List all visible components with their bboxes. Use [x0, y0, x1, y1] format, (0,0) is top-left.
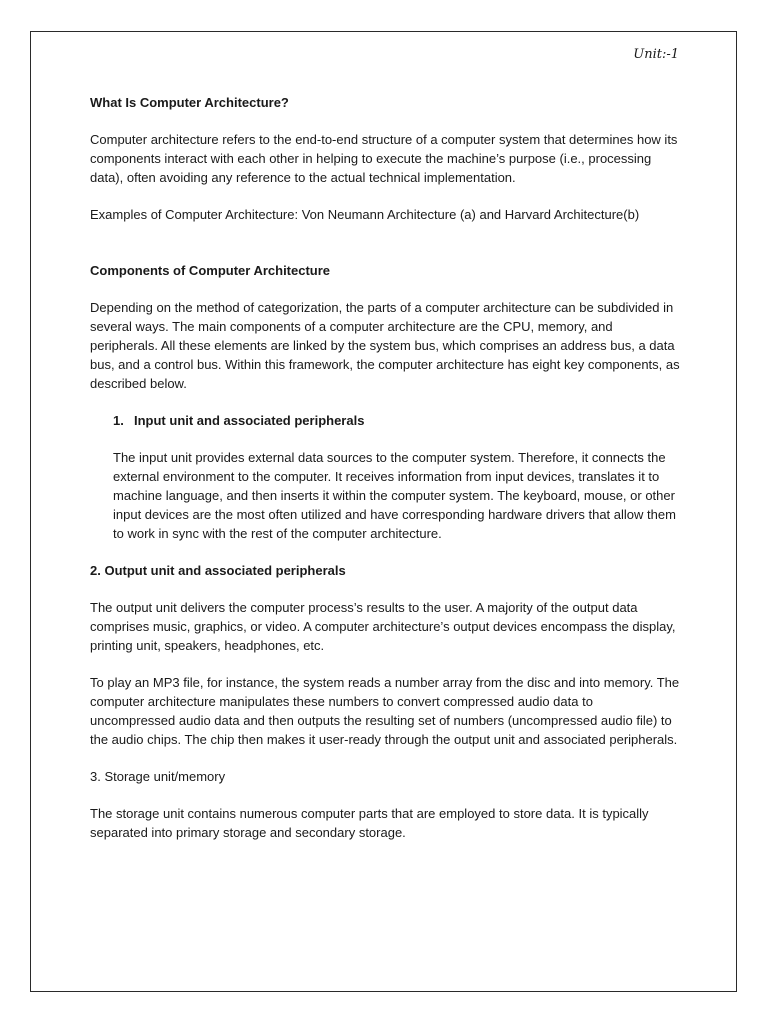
list-item-1-number: 1. — [113, 413, 124, 428]
paragraph-output-unit: The output unit delivers the computer process’s results to the user. A majority of the output data comprises music, graphics, or video. A computer architecture’s output devices encompass the display, printing unit, speakers, headphones, etc. — [90, 600, 676, 653]
section-heading-what-is: What Is Computer Architecture? — [90, 95, 289, 110]
list-item-1-heading — [90, 411, 680, 430]
section-heading-output-unit: 2. Output unit and associated peripherals — [90, 563, 346, 578]
paragraph-storage-unit: The storage unit contains numerous computer parts that are employed to store data. It is typically separated into primary storage and secondary storage. — [90, 806, 649, 840]
paragraph-mp3-example: To play an MP3 file, for instance, the system reads a number array from the disc and into memory. The computer architecture manipulates these numbers to convert compressed audio data to uncompressed audio data and then outputs the resulting set of numbers (uncompressed audio file) to the audio chips. The chip then makes it user-ready through the output unit and associated peripherals. — [90, 675, 680, 747]
unit-label: Unit:-1 — [633, 47, 679, 62]
section-heading-storage-unit: 3. Storage unit/memory — [90, 769, 226, 784]
section-heading-components: Components of Computer Architecture — [90, 263, 331, 278]
paragraph-definition: Computer architecture refers to the end-to-end structure of a computer system that determines how its components interact with each other in helping to execute the machine’s purpose (i.e., processing data), often avoiding any reference to the actual technical implementation. — [90, 132, 678, 185]
paragraph-examples: Examples of Computer Architecture: Von Neumann Architecture (a) and Harvard Architecture(b) — [90, 207, 640, 222]
paragraph-input-unit: The input unit provides external data sources to the computer system. Therefore, it connects the external environment to the computer. It receives information from input devices, translates it to machine language, and then inserts it within the computer system. The keyboard, mouse, or other input devices are the most often utilized and have corresponding hardware drivers that allow them to work in sync with the rest of the computer architecture. — [113, 450, 676, 541]
paragraph-components-intro: Depending on the method of categorization, the parts of a computer architecture can be subdivided in several ways. The main components of a computer architecture are the CPU, memory, and peripherals. All these elements are linked by the system bus, which comprises an address bus, a data bus, and a control bus. Within this framework, the computer architecture has eight key components, as described below. — [90, 300, 680, 391]
list-item-1-title: Input unit and associated peripherals — [134, 413, 365, 428]
document-body — [90, 93, 680, 842]
